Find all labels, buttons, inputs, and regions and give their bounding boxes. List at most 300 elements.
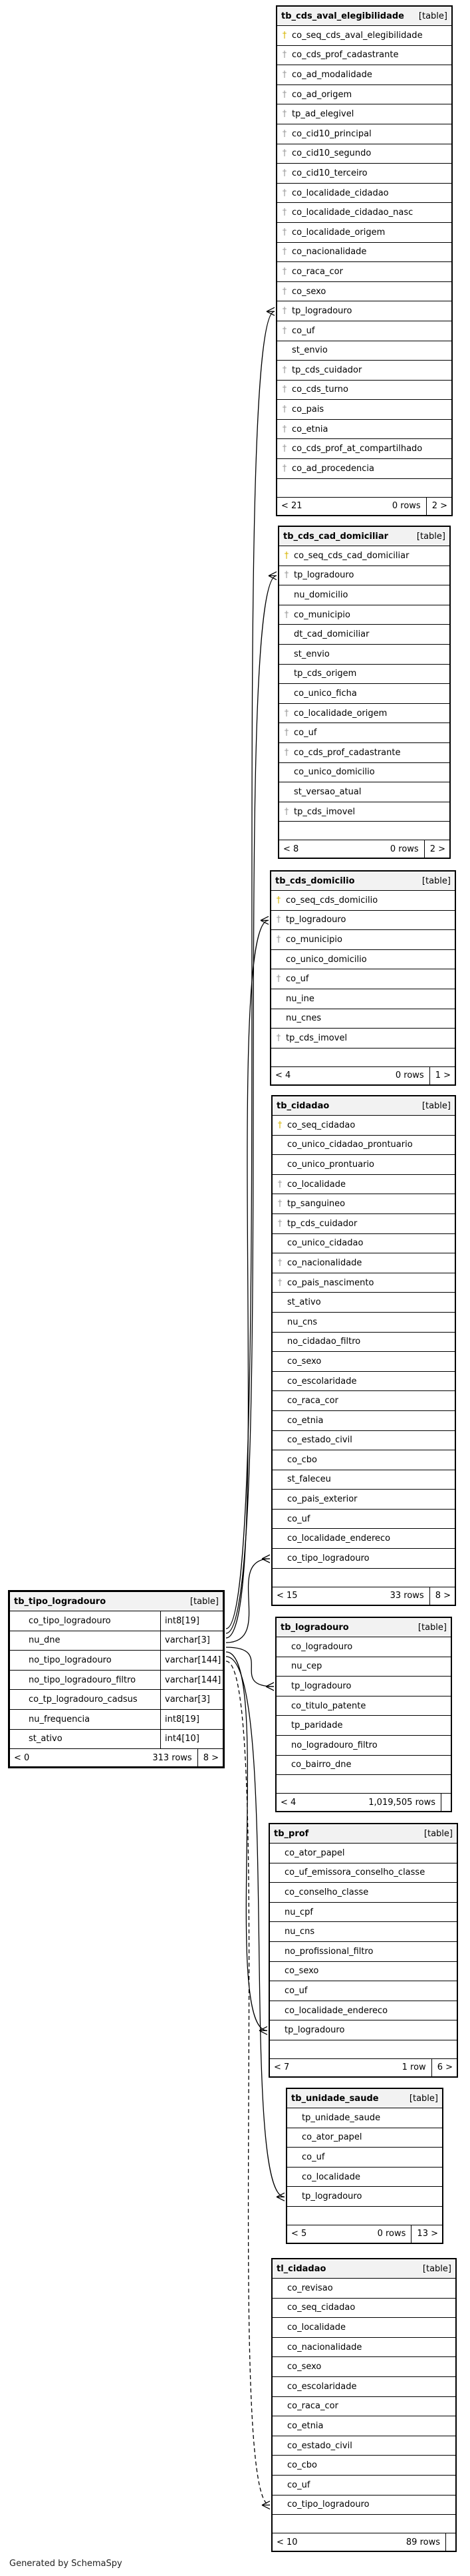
column-row[interactable] <box>287 2128 442 2148</box>
column-row[interactable] <box>273 2397 455 2417</box>
column-name: st_envio <box>294 649 330 659</box>
column-name: co_raca_cor <box>287 2401 338 2412</box>
column-name: co_localidade <box>287 1179 346 1190</box>
table-header[interactable] <box>273 2259 455 2279</box>
column-row[interactable] <box>270 1922 457 1942</box>
column-name: co_uf <box>287 1514 310 1524</box>
table-tb-cds-cad-domiciliar[interactable] <box>278 526 451 859</box>
row-count: 1 row <box>289 2059 431 2076</box>
crows-foot-marker <box>262 1555 270 1563</box>
foreign-key-icon: † <box>277 1218 283 1229</box>
column-row[interactable] <box>270 1903 457 1923</box>
column-name: tp_ad_elegivel <box>292 109 354 120</box>
row-count: 313 rows <box>29 1749 197 1766</box>
table-footer <box>273 1587 455 1605</box>
column-name: co_etnia <box>287 1415 324 1426</box>
column-row[interactable] <box>273 2338 455 2358</box>
column-row[interactable] <box>279 763 449 783</box>
table-header[interactable] <box>277 7 451 26</box>
column-row[interactable] <box>273 1391 455 1411</box>
table-spacer <box>277 479 451 498</box>
column-name: co_localidade_origem <box>294 708 388 719</box>
column-name: co_tipo_logradouro <box>287 1553 370 1563</box>
column-row[interactable] <box>277 223 451 243</box>
column-name: co_unico_cidadao_prontuario <box>287 1140 413 1150</box>
column-name: st_faleceu <box>287 1474 331 1485</box>
column-name: co_ator_papel <box>285 1848 345 1858</box>
table-name[interactable]: tl_cidadao <box>277 2263 326 2274</box>
column-row[interactable] <box>277 459 451 479</box>
column-name: tp_cds_origem <box>294 669 357 679</box>
column-row[interactable] <box>277 184 451 204</box>
column-name: tp_logradouro <box>291 1681 352 1691</box>
foreign-key-icon: † <box>282 325 287 336</box>
column-row[interactable] <box>273 2496 455 2515</box>
column-row[interactable] <box>277 420 451 440</box>
foreign-key-icon: † <box>282 227 287 238</box>
column-row[interactable] <box>277 243 451 263</box>
column-name: co_seq_cidadao <box>287 2303 356 2313</box>
foreign-key-icon: † <box>282 286 287 297</box>
column-row[interactable] <box>273 2299 455 2319</box>
column-row[interactable] <box>277 144 451 164</box>
column-row[interactable] <box>273 1116 455 1136</box>
column-row[interactable] <box>273 2456 455 2476</box>
row-count: 0 rows <box>306 2225 411 2243</box>
table-header[interactable] <box>279 527 449 546</box>
column-name: co_cds_prof_cadastrante <box>292 50 399 61</box>
parents-count[interactable]: < 10 <box>277 2537 298 2547</box>
table-spacer <box>273 2515 455 2533</box>
column-row[interactable] <box>279 723 449 743</box>
children-count[interactable]: 1 > <box>435 1070 451 1081</box>
row-count: 0 rows <box>298 840 424 858</box>
column-name: co_logradouro <box>291 1641 353 1652</box>
column-name: tp_cds_imovel <box>294 806 356 817</box>
column-name: co_localidade_endereco <box>287 1533 391 1544</box>
table-footer <box>270 2059 457 2076</box>
column-row[interactable] <box>277 321 451 341</box>
column-row[interactable] <box>277 1677 451 1696</box>
column-name: co_sexo <box>285 1966 319 1977</box>
table-tb-cds-domicilio[interactable] <box>270 870 456 1086</box>
relationship-edge <box>226 1652 267 2030</box>
column-name: nu_cnes <box>286 1013 322 1024</box>
column-name: co_cbo <box>287 1454 317 1465</box>
table-footer <box>277 1794 451 1811</box>
parents-count[interactable]: < 8 <box>283 844 299 854</box>
column-name: co_ator_papel <box>302 2132 362 2143</box>
primary-key-icon: † <box>277 1120 283 1130</box>
crows-foot-marker <box>266 1683 274 1690</box>
table-type-label: [table] <box>417 1622 447 1633</box>
column-row[interactable] <box>273 1136 455 1156</box>
column-row[interactable] <box>277 400 451 420</box>
foreign-key-icon: † <box>276 934 281 945</box>
column-row[interactable] <box>271 1009 455 1029</box>
relationship-edge <box>226 575 277 1633</box>
column-name: co_uf_emissora_conselho_classe <box>285 1867 425 1878</box>
column-row[interactable] <box>271 1029 455 1048</box>
column-name: co_nacionalidade <box>287 1257 362 1268</box>
table-type-label: [table] <box>421 876 451 886</box>
row-count: 0 rows <box>291 1067 429 1084</box>
foreign-key-icon: † <box>282 365 287 375</box>
column-name: co_nacionalidade <box>292 247 367 257</box>
table-header[interactable] <box>287 2089 442 2108</box>
column-row[interactable] <box>277 124 451 144</box>
column-name: co_unico_ficha <box>294 688 357 699</box>
column-row[interactable] <box>277 104 451 124</box>
column-row[interactable] <box>270 2020 457 2040</box>
column-name: co_cbo <box>287 2460 317 2471</box>
column-row[interactable] <box>277 262 451 282</box>
column-row[interactable] <box>277 46 451 66</box>
column-row[interactable] <box>270 1863 457 1883</box>
column-name: co_cds_prof_at_compartilhado <box>292 444 423 454</box>
column-row[interactable] <box>287 2168 442 2187</box>
column-name: co_uf <box>292 325 315 336</box>
column-name: co_pais_nascimento <box>287 1277 374 1288</box>
column-row[interactable] <box>10 1730 223 1750</box>
column-name: tp_logradouro <box>286 915 346 925</box>
foreign-key-icon: † <box>282 69 287 80</box>
column-row[interactable] <box>271 911 455 931</box>
children-count[interactable]: 6 > <box>437 2062 453 2073</box>
table-tb-logradouro[interactable] <box>275 1617 452 1812</box>
column-row[interactable] <box>273 1194 455 1214</box>
column-row[interactable] <box>273 2279 455 2299</box>
parents-count[interactable]: < 0 <box>14 1752 30 1763</box>
column-name: co_localidade_origem <box>292 227 386 238</box>
column-row[interactable] <box>273 2357 455 2377</box>
column-row[interactable] <box>279 645 449 665</box>
foreign-key-icon: † <box>282 306 287 317</box>
column-name: tp_cds_imovel <box>286 1033 348 1043</box>
column-row[interactable] <box>273 1510 455 1530</box>
column-row[interactable] <box>279 684 449 704</box>
column-row[interactable] <box>279 566 449 586</box>
foreign-key-icon: † <box>282 463 287 474</box>
column-row[interactable] <box>287 2187 442 2207</box>
column-name: co_raca_cor <box>292 266 343 277</box>
column-row[interactable] <box>273 2318 455 2338</box>
column-name: nu_ine <box>286 993 314 1004</box>
column-row[interactable] <box>10 1690 223 1710</box>
column-row[interactable] <box>273 1155 455 1175</box>
column-row[interactable] <box>273 1214 455 1234</box>
parents-count[interactable]: < 21 <box>281 501 302 512</box>
column-name: tp_sanguineo <box>287 1199 346 1209</box>
column-row[interactable] <box>270 1844 457 1863</box>
table-type-label: [table] <box>422 2263 451 2274</box>
column-name: tp_unidade_saude <box>302 2112 381 2123</box>
column-row[interactable] <box>277 381 451 401</box>
column-row[interactable] <box>273 1352 455 1372</box>
parents-count[interactable]: < 4 <box>281 1797 296 1808</box>
foreign-key-icon: † <box>282 266 287 277</box>
column-name: co_escolaridade <box>287 2381 357 2392</box>
column-name: co_unico_cidadao <box>287 1238 364 1249</box>
children-count[interactable]: 8 > <box>435 1591 451 1601</box>
column-row[interactable] <box>270 1942 457 1962</box>
column-row[interactable] <box>273 1529 455 1549</box>
column-row[interactable] <box>277 164 451 184</box>
column-name: tp_logradouro <box>285 2025 345 2036</box>
parents-count[interactable]: < 15 <box>277 1591 298 1601</box>
table-footer <box>279 840 449 858</box>
relationship-edge <box>226 311 275 1629</box>
parents-count[interactable]: < 7 <box>274 2062 290 2073</box>
table-spacer <box>270 2040 457 2059</box>
column-row[interactable] <box>10 1710 223 1730</box>
column-row[interactable] <box>279 665 449 685</box>
column-name: co_tipo_logradouro <box>287 2499 370 2510</box>
table-tl-cidadao[interactable] <box>271 2258 457 2552</box>
table-header[interactable] <box>273 1096 455 1116</box>
column-row[interactable] <box>273 1333 455 1353</box>
column-row[interactable] <box>277 1756 451 1776</box>
column-row[interactable] <box>277 1637 451 1657</box>
column-name: co_uf <box>287 2480 310 2490</box>
relationship-edge <box>226 1559 270 1643</box>
column-row[interactable] <box>277 341 451 361</box>
column-row[interactable] <box>273 1253 455 1273</box>
column-row[interactable] <box>277 1657 451 1677</box>
crows-foot-marker <box>262 2501 270 2509</box>
table-name[interactable]: tb_unidade_saude <box>291 2093 379 2104</box>
table-spacer <box>271 1048 455 1067</box>
table-type-label: [table] <box>421 1100 451 1111</box>
column-row[interactable] <box>271 891 455 911</box>
table-name[interactable]: tb_prof <box>274 1828 309 1839</box>
children-count[interactable]: 13 > <box>417 2229 438 2239</box>
column-row[interactable] <box>273 1431 455 1451</box>
column-row[interactable] <box>277 439 451 459</box>
column-row[interactable] <box>277 1696 451 1716</box>
children-count[interactable]: 8 > <box>203 1752 219 1763</box>
column-row[interactable] <box>270 1981 457 2001</box>
column-row[interactable] <box>273 2476 455 2496</box>
column-name: co_unico_domicilio <box>294 767 375 778</box>
foreign-key-icon: † <box>277 1179 283 1190</box>
parents-count[interactable]: < 5 <box>291 2229 307 2239</box>
column-row[interactable] <box>273 1450 455 1470</box>
table-footer <box>277 498 451 515</box>
foreign-key-icon: † <box>282 208 287 218</box>
column-name: nu_cns <box>285 1927 315 1937</box>
column-name: co_sexo <box>287 1356 322 1367</box>
column-datatype: int8[19] <box>165 1714 199 1724</box>
column-name: co_seq_cds_domicilio <box>286 895 378 905</box>
table-footer <box>273 2533 455 2551</box>
table-tb-tipo-logradouro[interactable] <box>8 1590 225 1768</box>
column-row[interactable] <box>273 1273 455 1293</box>
column-name: co_ad_modalidade <box>292 69 372 80</box>
table-name[interactable]: tb_cidadao <box>277 1100 330 1111</box>
column-row[interactable] <box>273 2416 455 2436</box>
column-row[interactable] <box>273 1411 455 1431</box>
column-row[interactable] <box>277 301 451 321</box>
column-name: co_estado_civil <box>287 2440 352 2451</box>
column-row[interactable] <box>279 625 449 645</box>
column-name: co_bairro_dne <box>291 1760 352 1770</box>
column-name: co_ad_procedencia <box>292 463 374 474</box>
column-row[interactable] <box>10 1651 223 1671</box>
foreign-key-icon: † <box>282 50 287 61</box>
column-row[interactable] <box>10 1611 223 1631</box>
column-row[interactable] <box>277 1716 451 1736</box>
column-row[interactable] <box>273 1470 455 1490</box>
table-name[interactable]: tb_cds_domicilio <box>275 876 355 886</box>
column-name: tp_cds_cuidador <box>292 365 362 375</box>
column-row[interactable] <box>279 782 449 802</box>
table-spacer <box>277 1775 451 1794</box>
foreign-key-icon: † <box>282 247 287 257</box>
row-count: 1,019,505 rows <box>296 1794 441 1811</box>
column-row[interactable] <box>273 1175 455 1195</box>
table-tb-prof[interactable] <box>269 1823 458 2078</box>
column-name: co_localidade_endereco <box>285 2005 388 2016</box>
column-row[interactable] <box>277 203 451 223</box>
table-header[interactable] <box>277 1618 451 1637</box>
column-name: nu_frequencia <box>10 1710 161 1729</box>
table-header[interactable] <box>10 1592 223 1611</box>
column-row[interactable] <box>273 1549 455 1569</box>
foreign-key-icon: † <box>277 1199 283 1209</box>
column-name: tp_logradouro <box>292 306 352 317</box>
column-row[interactable] <box>273 1313 455 1333</box>
column-name: co_sexo <box>287 2362 322 2372</box>
column-row[interactable] <box>273 1490 455 1510</box>
crows-foot-marker <box>259 2026 267 2034</box>
column-row[interactable] <box>273 1234 455 1254</box>
column-row[interactable] <box>279 546 449 566</box>
parents-count[interactable]: < 4 <box>275 1070 291 1081</box>
column-row[interactable] <box>273 1293 455 1313</box>
column-row[interactable] <box>273 2436 455 2456</box>
column-row[interactable] <box>271 950 455 970</box>
column-name: nu_cep <box>291 1661 322 1672</box>
primary-key-icon: † <box>276 895 281 905</box>
column-name: nu_domicilio <box>294 589 348 600</box>
column-row[interactable] <box>287 2148 442 2168</box>
table-tb-cidadao[interactable] <box>271 1095 456 1606</box>
table-tb-unidade-saude[interactable] <box>286 2088 443 2244</box>
children-count[interactable]: 2 > <box>429 844 445 854</box>
table-type-label: [table] <box>189 1596 219 1607</box>
table-spacer <box>273 1569 455 1587</box>
column-row[interactable] <box>279 605 449 625</box>
table-spacer <box>279 822 449 840</box>
table-name[interactable]: tb_tipo_logradouro <box>14 1596 106 1607</box>
column-name: nu_cpf <box>285 1907 313 1917</box>
table-name[interactable]: tb_cds_aval_elegibilidade <box>281 11 404 21</box>
column-row[interactable] <box>270 1883 457 1903</box>
crows-foot-marker <box>277 2193 285 2201</box>
column-name: tp_logradouro <box>302 2191 362 2202</box>
column-name: co_pais <box>292 404 324 415</box>
column-name: dt_cad_domiciliar <box>294 629 370 640</box>
table-tb-cds-aval-elegibilidade[interactable] <box>276 5 453 516</box>
column-name: co_localidade_cidadao <box>292 188 389 198</box>
foreign-key-icon: † <box>282 444 287 454</box>
column-row[interactable] <box>277 361 451 381</box>
column-name: co_localidade_cidadao_nasc <box>292 208 413 218</box>
row-count: 33 rows <box>298 1587 430 1605</box>
column-name: co_localidade <box>302 2172 360 2182</box>
column-name: co_tipo_logradouro <box>10 1611 161 1631</box>
table-footer <box>271 1067 455 1084</box>
column-row[interactable] <box>277 282 451 302</box>
column-row[interactable] <box>277 85 451 105</box>
column-row[interactable] <box>271 969 455 989</box>
relationship-edge <box>226 920 269 1638</box>
table-type-label: [table] <box>423 1828 453 1839</box>
foreign-key-icon: † <box>284 570 289 581</box>
column-name: no_logradouro_filtro <box>291 1740 378 1750</box>
foreign-key-icon: † <box>277 1277 283 1288</box>
foreign-key-icon: † <box>282 188 287 198</box>
column-name: co_uf <box>294 728 317 738</box>
foreign-key-icon: † <box>276 974 281 985</box>
column-row[interactable] <box>273 2377 455 2397</box>
column-row[interactable] <box>277 26 451 46</box>
relationship-edge <box>226 1647 274 1687</box>
column-name: st_versao_atual <box>294 786 362 797</box>
table-name[interactable]: tb_cds_cad_domiciliar <box>283 531 389 542</box>
primary-key-icon: † <box>284 550 289 561</box>
table-header[interactable] <box>270 1824 457 1844</box>
children-count[interactable]: 2 > <box>431 501 447 512</box>
foreign-key-icon: † <box>282 148 287 159</box>
table-header[interactable] <box>271 872 455 891</box>
column-row[interactable] <box>273 1372 455 1392</box>
foreign-key-icon: † <box>282 168 287 178</box>
column-name: co_uf <box>302 2152 325 2162</box>
generator-credit: Generated by SchemaSpy <box>9 2559 122 2569</box>
column-row[interactable] <box>279 585 449 605</box>
column-name: co_municipio <box>294 609 350 620</box>
crows-foot-marker <box>261 916 269 924</box>
column-name: co_nacionalidade <box>287 2342 362 2352</box>
table-type-label: [table] <box>418 11 447 21</box>
relationship-edge <box>226 1661 270 2505</box>
column-row[interactable] <box>271 989 455 1009</box>
column-row[interactable] <box>271 930 455 950</box>
column-row[interactable] <box>279 704 449 724</box>
crows-foot-marker <box>267 307 275 315</box>
column-name: co_cds_turno <box>292 385 348 395</box>
column-row[interactable] <box>10 1671 223 1690</box>
foreign-key-icon: † <box>284 728 289 738</box>
column-row[interactable] <box>270 2001 457 2021</box>
column-row[interactable] <box>10 1631 223 1651</box>
table-name[interactable]: tb_logradouro <box>281 1622 349 1633</box>
column-row[interactable] <box>279 802 449 822</box>
column-row[interactable] <box>277 1736 451 1756</box>
column-name: co_raca_cor <box>287 1396 338 1406</box>
column-name: co_titulo_patente <box>291 1700 366 1711</box>
column-row[interactable] <box>270 1962 457 1982</box>
column-row[interactable] <box>277 65 451 85</box>
column-name: tp_cds_cuidador <box>287 1218 358 1229</box>
column-row[interactable] <box>279 743 449 763</box>
column-row[interactable] <box>287 2108 442 2128</box>
foreign-key-icon: † <box>282 424 287 434</box>
column-name: no_tipo_logradouro_filtro <box>10 1671 161 1690</box>
column-name: no_profissional_filtro <box>285 1946 374 1957</box>
